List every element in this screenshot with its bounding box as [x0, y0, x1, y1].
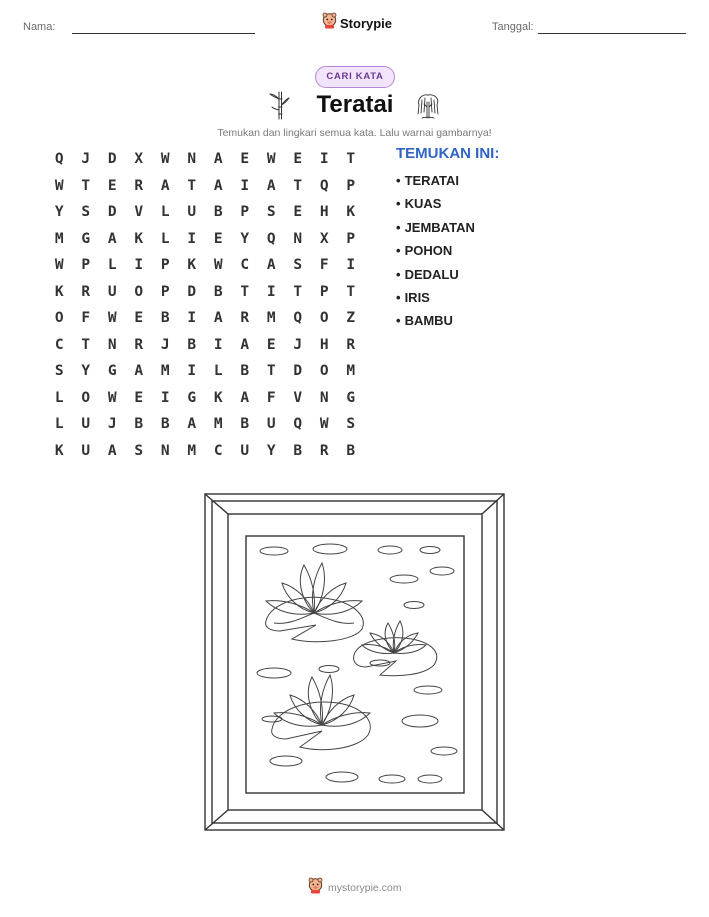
grid-letter[interactable]: K — [346, 204, 356, 221]
grid-letter[interactable]: O — [54, 310, 64, 327]
grid-letter[interactable]: A — [266, 177, 276, 194]
grid-letter[interactable]: C — [240, 257, 250, 274]
grid-row — [46, 252, 371, 279]
grid-letter[interactable]: A — [240, 389, 250, 406]
grid-letter[interactable]: B — [346, 442, 356, 459]
grid-letter[interactable]: J — [107, 416, 117, 433]
grid-letter[interactable]: M — [213, 416, 223, 433]
word-text: TERATAI — [404, 173, 459, 188]
bullet: • — [396, 289, 401, 305]
footer-site-link[interactable]: mystorypie.com — [328, 882, 402, 894]
grid-letter[interactable]: M — [266, 310, 276, 327]
name-field-line[interactable] — [72, 33, 255, 34]
grid-row — [46, 332, 371, 359]
grid-letter[interactable]: E — [293, 204, 303, 221]
grid-letter[interactable]: G — [81, 230, 91, 247]
grid-letter[interactable]: S — [54, 363, 64, 380]
grid-letter[interactable]: I — [240, 177, 250, 194]
bullet: • — [396, 196, 401, 212]
grid-letter[interactable]: L — [54, 389, 64, 406]
grid-letter[interactable]: S — [266, 204, 276, 221]
grid-letter[interactable]: V — [134, 204, 144, 221]
grid-letter[interactable]: L — [107, 257, 117, 274]
grid-letter[interactable]: I — [319, 151, 329, 168]
grid-letter[interactable]: T — [293, 283, 303, 300]
grid-letter[interactable]: O — [81, 389, 91, 406]
grid-row — [46, 305, 371, 332]
grid-letter[interactable]: V — [293, 389, 303, 406]
grid-letter[interactable]: C — [54, 336, 64, 353]
grid-letter[interactable]: O — [319, 310, 329, 327]
grid-letter[interactable]: O — [319, 363, 329, 380]
worksheet-header — [0, 12, 709, 42]
grid-row — [46, 173, 371, 200]
grid-letter[interactable]: D — [107, 151, 117, 168]
instructions-text: Temukan dan lingkari semua kata. Lalu warnai gambarnya! — [217, 127, 492, 139]
grid-letter[interactable]: T — [81, 177, 91, 194]
grid-letter[interactable]: D — [187, 283, 197, 300]
grid-letter[interactable]: J — [293, 336, 303, 353]
grid-letter[interactable]: S — [293, 257, 303, 274]
grid-letter[interactable]: W — [54, 177, 64, 194]
storypie-logo-icon — [322, 12, 337, 34]
grid-letter[interactable]: I — [160, 389, 170, 406]
brand — [322, 13, 392, 33]
word-text: BAMBU — [404, 313, 453, 329]
grid-letter[interactable]: F — [81, 310, 91, 327]
grid-letter[interactable]: E — [213, 230, 223, 247]
grid-letter[interactable]: A — [240, 336, 250, 353]
word-list-item — [396, 311, 475, 334]
grid-row — [46, 146, 371, 173]
grid-letter[interactable]: P — [319, 283, 329, 300]
grid-letter[interactable]: P — [160, 257, 170, 274]
grid-letter[interactable]: P — [346, 177, 356, 194]
brand-name: Storypie — [340, 15, 393, 31]
grid-letter[interactable]: T — [240, 283, 250, 300]
grid-letter[interactable]: X — [134, 151, 144, 168]
grid-letter[interactable]: G — [107, 363, 117, 380]
grid-letter[interactable]: H — [319, 204, 329, 221]
word-text: DEDALU — [404, 266, 459, 282]
activity-badge: CARI KATA — [315, 66, 395, 88]
word-list — [396, 171, 475, 335]
grid-row — [46, 358, 371, 385]
grid-letter[interactable]: A — [107, 230, 117, 247]
grid-letter[interactable]: Q — [293, 310, 303, 327]
grid-letter[interactable]: T — [346, 283, 356, 300]
grid-letter[interactable]: M — [187, 442, 197, 459]
footer — [308, 878, 402, 898]
word-text: KUAS — [404, 196, 442, 212]
grid-letter[interactable]: N — [187, 151, 197, 168]
grid-letter[interactable]: M — [160, 363, 170, 380]
word-list-item — [396, 265, 475, 288]
bullet: • — [396, 173, 401, 188]
word-text: JEMBATAN — [404, 219, 475, 235]
grid-letter[interactable]: B — [293, 442, 303, 459]
grid-letter[interactable]: U — [107, 283, 117, 300]
grid-letter[interactable]: B — [213, 204, 223, 221]
grid-letter[interactable]: B — [240, 416, 250, 433]
grid-letter[interactable]: Z — [346, 310, 356, 327]
grid-letter[interactable]: A — [213, 151, 223, 168]
grid-letter[interactable]: U — [240, 442, 250, 459]
grid-letter[interactable]: T — [293, 177, 303, 194]
word-list-item — [396, 194, 475, 217]
grid-letter[interactable]: A — [213, 177, 223, 194]
grid-letter[interactable]: N — [293, 230, 303, 247]
grid-letter[interactable]: I — [134, 257, 144, 274]
word-text: POHON — [404, 243, 453, 259]
bullet: • — [396, 313, 401, 329]
grid-letter[interactable]: Y — [54, 204, 64, 221]
grid-letter[interactable]: R — [134, 177, 144, 194]
grid-letter[interactable]: U — [187, 204, 197, 221]
grid-letter[interactable]: T — [346, 151, 356, 168]
grid-row — [46, 226, 371, 253]
grid-letter[interactable]: M — [54, 230, 64, 247]
grid-letter[interactable]: K — [54, 283, 64, 300]
grid-letter[interactable]: E — [134, 389, 144, 406]
grid-letter[interactable]: I — [187, 310, 197, 327]
bamboo-icon — [268, 90, 290, 125]
grid-letter[interactable]: X — [319, 230, 329, 247]
grid-letter[interactable]: S — [81, 204, 91, 221]
grid-letter[interactable]: R — [240, 310, 250, 327]
instructions — [0, 127, 709, 139]
grid-letter[interactable]: I — [346, 257, 356, 274]
willow-tree-icon — [414, 92, 442, 125]
grid-letter[interactable]: G — [346, 389, 356, 406]
grid-letter[interactable]: W — [160, 151, 170, 168]
grid-letter[interactable]: A — [266, 257, 276, 274]
grid-letter[interactable]: B — [134, 416, 144, 433]
grid-letter[interactable]: F — [266, 389, 276, 406]
grid-letter[interactable]: S — [134, 442, 144, 459]
grid-letter[interactable]: R — [319, 442, 329, 459]
grid-letter[interactable]: D — [293, 363, 303, 380]
grid-row — [46, 438, 371, 465]
grid-letter[interactable]: B — [240, 363, 250, 380]
grid-letter[interactable]: W — [54, 257, 64, 274]
grid-letter[interactable]: W — [266, 151, 276, 168]
grid-letter[interactable]: E — [266, 336, 276, 353]
grid-letter[interactable]: L — [160, 230, 170, 247]
grid-letter[interactable]: R — [134, 336, 144, 353]
framed-water-lily-painting — [204, 493, 506, 838]
word-list-title: TEMUKAN INI: — [396, 145, 500, 162]
grid-letter[interactable]: C — [213, 442, 223, 459]
grid-letter[interactable]: B — [160, 416, 170, 433]
grid-letter[interactable]: Y — [266, 442, 276, 459]
grid-letter[interactable]: Q — [319, 177, 329, 194]
grid-letter[interactable]: F — [319, 257, 329, 274]
grid-letter[interactable]: P — [160, 283, 170, 300]
grid-letter[interactable]: R — [346, 336, 356, 353]
grid-letter[interactable]: T — [81, 336, 91, 353]
grid-letter[interactable]: T — [187, 177, 197, 194]
grid-letter[interactable]: Y — [240, 230, 250, 247]
grid-letter[interactable]: Q — [54, 151, 64, 168]
word-list-item — [396, 241, 475, 264]
grid-letter[interactable]: W — [319, 416, 329, 433]
grid-letter[interactable]: L — [54, 416, 64, 433]
grid-letter[interactable]: P — [240, 204, 250, 221]
grid-letter[interactable]: H — [319, 336, 329, 353]
grid-letter[interactable]: A — [134, 363, 144, 380]
grid-letter[interactable]: M — [346, 363, 356, 380]
grid-letter[interactable]: K — [187, 257, 197, 274]
grid-letter[interactable]: N — [160, 442, 170, 459]
grid-letter[interactable]: L — [160, 204, 170, 221]
grid-letter[interactable]: L — [213, 363, 223, 380]
grid-letter[interactable]: I — [187, 230, 197, 247]
grid-letter[interactable]: D — [107, 204, 117, 221]
storypie-logo-icon — [308, 877, 323, 899]
grid-letter[interactable]: E — [240, 151, 250, 168]
grid-letter[interactable]: T — [266, 363, 276, 380]
grid-letter[interactable]: A — [187, 416, 197, 433]
grid-letter[interactable]: Q — [266, 230, 276, 247]
grid-letter[interactable]: W — [213, 257, 223, 274]
grid-letter[interactable]: I — [266, 283, 276, 300]
grid-letter[interactable]: K — [134, 230, 144, 247]
grid-letter[interactable]: P — [81, 257, 91, 274]
grid-letter[interactable]: K — [213, 389, 223, 406]
grid-row — [46, 385, 371, 412]
grid-letter[interactable]: A — [107, 442, 117, 459]
grid-letter[interactable]: U — [81, 416, 91, 433]
grid-row — [46, 279, 371, 306]
word-text: IRIS — [404, 289, 430, 305]
grid-letter[interactable]: J — [81, 151, 91, 168]
grid-letter[interactable]: W — [107, 310, 117, 327]
grid-letter[interactable]: Q — [293, 416, 303, 433]
grid-letter[interactable]: W — [107, 389, 117, 406]
word-list-item — [396, 218, 475, 241]
grid-letter[interactable]: E — [293, 151, 303, 168]
date-field-line[interactable] — [538, 33, 686, 34]
word-search-grid — [46, 146, 371, 464]
grid-letter[interactable]: Y — [81, 363, 91, 380]
grid-letter[interactable]: A — [160, 177, 170, 194]
grid-letter[interactable]: I — [213, 336, 223, 353]
word-list-item — [396, 171, 475, 194]
grid-letter[interactable]: J — [160, 336, 170, 353]
grid-letter[interactable]: A — [213, 310, 223, 327]
grid-letter[interactable]: E — [134, 310, 144, 327]
bullet: • — [396, 266, 401, 282]
grid-row — [46, 411, 371, 438]
grid-letter[interactable]: N — [107, 336, 117, 353]
grid-letter[interactable]: E — [107, 177, 117, 194]
word-list-item — [396, 288, 475, 311]
grid-letter[interactable]: O — [134, 283, 144, 300]
grid-letter[interactable]: B — [187, 336, 197, 353]
grid-letter[interactable]: N — [319, 389, 329, 406]
bullet: • — [396, 243, 401, 259]
grid-letter[interactable]: R — [81, 283, 91, 300]
grid-letter[interactable]: K — [54, 442, 64, 459]
grid-letter[interactable]: I — [187, 363, 197, 380]
grid-letter[interactable]: P — [346, 230, 356, 247]
grid-row — [46, 199, 371, 226]
grid-letter[interactable]: G — [187, 389, 197, 406]
grid-letter[interactable]: B — [213, 283, 223, 300]
bullet: • — [396, 219, 401, 235]
grid-letter[interactable]: U — [81, 442, 91, 459]
grid-letter[interactable]: U — [266, 416, 276, 433]
date-label: Tanggal: — [492, 21, 534, 33]
grid-letter[interactable]: B — [160, 310, 170, 327]
name-label: Nama: — [23, 21, 56, 33]
page-title: Teratai — [316, 91, 394, 118]
grid-letter[interactable]: S — [346, 416, 356, 433]
